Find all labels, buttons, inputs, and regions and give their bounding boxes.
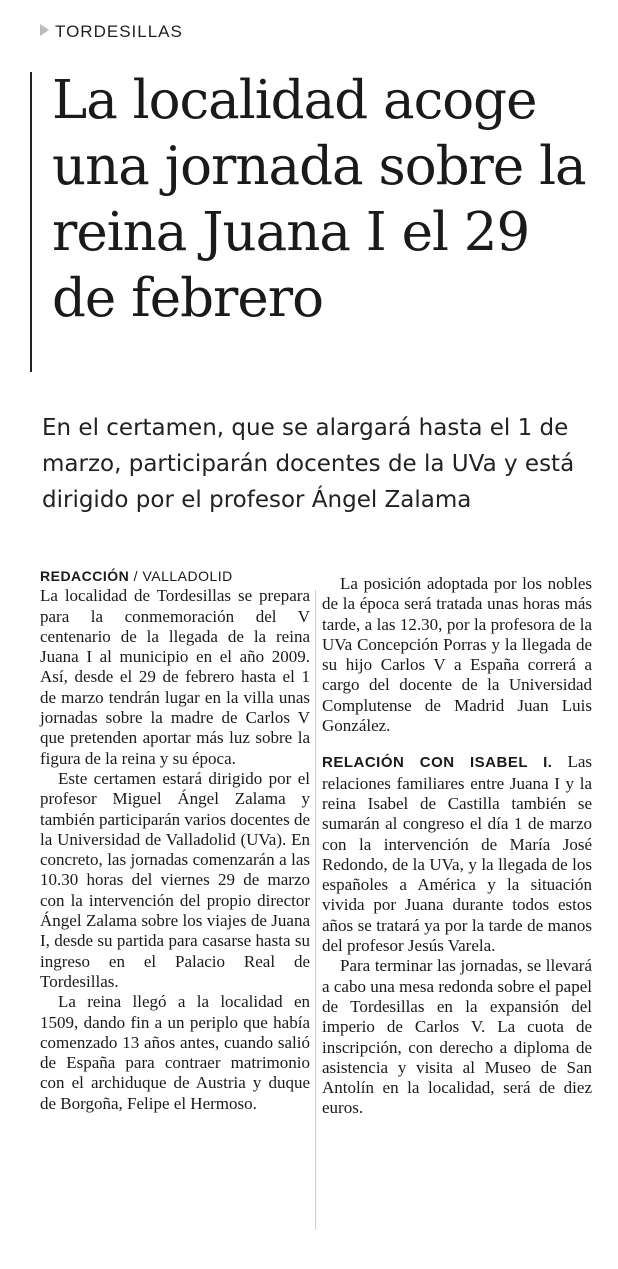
section-marker-icon	[40, 24, 49, 36]
body-paragraph-1: La localidad de Tordesillas se prepara para la conmemoración del V centenario de la llegada de la reina Juana I al municipio en el año 2009. Así, desde el 29 de febrero hasta el 1 de marzo tendrán lugar en la villa unas jornadas sobre la madre de Carlos V que pretenden aportar más luz sobre la figura de la reina y su época.	[40, 586, 310, 768]
body-paragraph-2: Este certamen estará dirigido por el profesor Miguel Ángel Zalama y también participarán varios docentes de la Universidad de Valladolid (UVa). En concreto, las jornadas comenzarán a las 10.30 horas del viernes 29 de marzo con la intervención del propio director Ángel Zalama sobre los viajes de Juana I, desde su partida para casarse hasta su ingreso en el Palacio Real de Tordesillas.	[40, 768, 310, 991]
column-right	[322, 574, 592, 1119]
paragraph-spacer	[322, 736, 592, 752]
section-name: TORDESILLAS	[55, 22, 183, 41]
body-paragraph-3: La reina llegó a la localidad en 1509, dando fin a un periplo que había comenzado 13 años antes, cuando salió de España para contraer matrimonio con el archiduque de Austria y duque de Borgoña, Felipe el Hermoso.	[40, 992, 310, 1113]
headline-rule	[30, 72, 32, 372]
byline	[40, 566, 310, 586]
body-paragraph-5: Las relaciones familiares entre Juana I y la reina Isabel de Castilla también se sumarán al congreso el día 1 de marzo con la intervención de María José Redondo, de la UVa, y la llegada de los españoles a América y la situación vivida por Juana durante todos estos años se tratará ya por la tarde de manos del profesor Jesús Varela.	[322, 752, 592, 956]
body-paragraph-4: La posición adoptada por los nobles de la época será tratada unas horas más tarde, a las 12.30, por la profesora de la UVa Concepción Porras y la llegada de su hijo Carlos V a España correrá a cargo del docente de la Universidad Complutense de Madrid Juan Luis González.	[322, 574, 592, 736]
column-left	[40, 566, 310, 1114]
headline: La localidad acoge una jornada sobre la reina Juana I el 29 de febrero	[52, 70, 586, 329]
byline-location: VALLADOLID	[142, 568, 233, 584]
section-label	[40, 22, 183, 42]
inline-subhead: RELACIÓN CON ISABEL I.	[322, 754, 553, 772]
body-paragraph-5-wrapper	[322, 752, 592, 956]
body-paragraph-6: Para terminar las jornadas, se llevará a cabo una mesa redonda sobre el papel de Tordesillas en la expansión del imperio de Carlos V. La cuota de inscripción, con derecho a diploma de asistencia y visita al Museo de San Antolín en la localidad, será de diez euros.	[322, 956, 592, 1118]
byline-separator: /	[133, 568, 139, 584]
column-divider	[315, 590, 316, 1230]
subheadline: En el certamen, que se alargará hasta el 1 de marzo, participarán docentes de la UVa y está dirigido por el profesor Ángel Zalama	[42, 415, 575, 513]
byline-author: REDACCIÓN	[40, 568, 130, 584]
